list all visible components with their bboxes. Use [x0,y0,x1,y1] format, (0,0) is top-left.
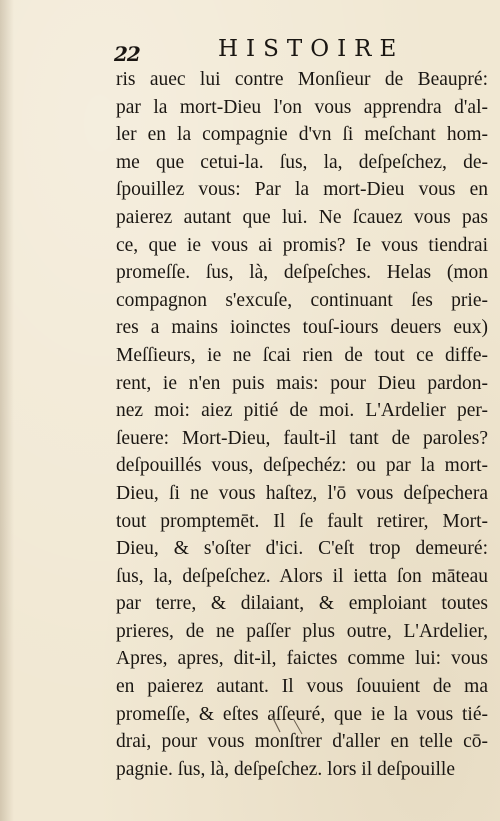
text-line: ler en la compagnie d'vn ſi meſchant hom- [116,124,488,146]
page-gutter [0,0,14,821]
text-line: en paierez autant. Il vous ſouuient de ma [116,676,488,698]
printer-mark-icon [258,712,318,742]
page-number: 22 [114,42,140,66]
text-line: par terre, & dilaiant, & emploiant toutes [116,593,488,615]
text-line: compagnon s'excuſe, continuant ſes prie- [116,289,488,311]
text-line: ſus, la, deſpeſchez. Alors il ietta ſon māteau [116,565,488,587]
page-header [114,36,494,66]
text-line: Dieu, & s'oſter d'ici. C'eſt trop demeuré: [116,538,488,560]
text-line: Dieu, ſi ne vous haſtez, l'ō vous deſpechera [116,482,488,504]
text-line: paierez autant que lui. Ne ſcauez vous pas [116,206,488,228]
text-line: Apres, apres, dit-il, faictes comme lui: vous [116,648,488,670]
text-line: nez moi: aiez pitié de moi. L'Ardelier per- [116,400,488,422]
text-line: Meſſieurs, ie ne ſcai rien de tout ce diffe- [116,344,488,366]
running-head: HISTOIRE [218,36,405,62]
text-line: prieres, de ne paſſer plus outre, L'Ardelier, [116,620,488,642]
text-line: rent, ie n'en puis mais: pour Dieu pardon- [116,372,488,394]
text-line: promeſſe, & eſtes aſſeuré, que ie la vous tié- [116,703,488,725]
text-line: ris auec lui contre Monſieur de Beaupré: [116,69,488,90]
text-line: ſpouillez vous: Par la mort-Dieu vous en [116,179,488,201]
text-line: res a mains ioinctes touſ-iours deuers eux) [116,317,488,339]
text-line: par la mort-Dieu l'on vous apprendra d'al- [116,96,488,118]
text-line: me que cetui-la. ſus, la, deſpeſchez, de- [116,151,488,173]
text-line: ſeuere: Mort-Dieu, fault-il tant de paroles? [116,427,488,449]
text-line: pagnie. ſus, là, deſpeſchez. lors il deſpouille [116,758,455,780]
text-line: tout promptemēt. Il ſe fault retirer, Mort- [116,510,488,532]
text-line: drai, pour vous monſtrer d'aller en telle cō- [116,731,488,753]
text-line: ce, que ie vous ai promis? Ie vous tiendrai [116,234,488,256]
text-line: deſpouillés vous, deſpechéz: ou par la mort- [116,455,488,477]
text-line: promeſſe. ſus, là, deſpeſches. Helas (mon [116,262,488,284]
body-text [116,66,488,783]
